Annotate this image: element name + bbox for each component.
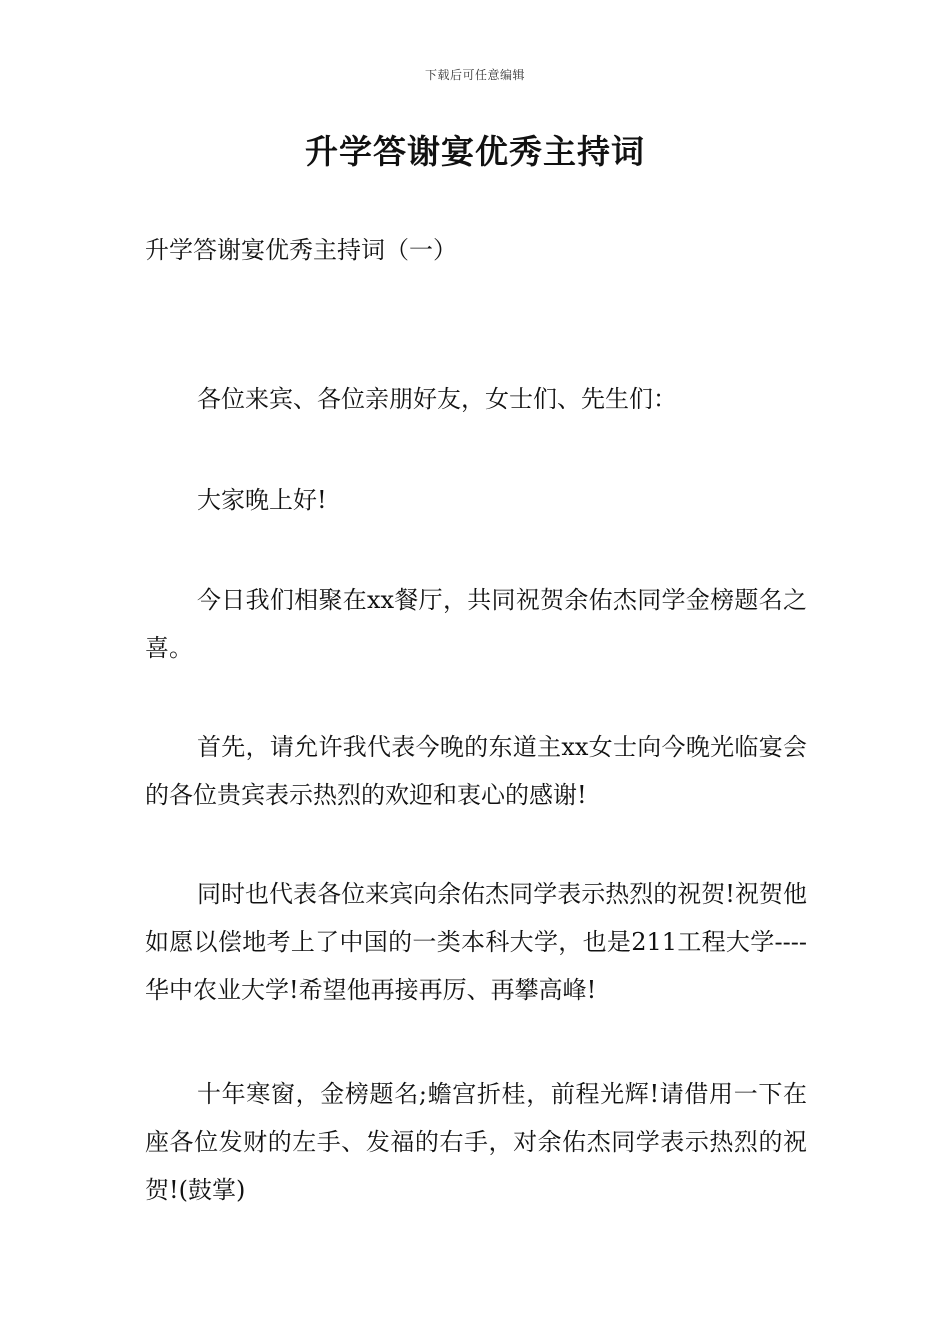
paragraph-welcome: 首先，请允许我代表今晚的东道主xx女士向今晚光临宴会的各位贵宾表示热烈的欢迎和衷心的感谢! [145,733,807,809]
section-subtitle: 升学答谢宴优秀主持词（一） [145,236,457,264]
paragraph-congratulations: 同时也代表各位来宾向余佑杰同学表示热烈的祝贺!祝贺他如愿以偿地考上了中国的一类本科大学，也是211工程大学----华中农业大学!希望他再接再厉、再攀高峰! [145,880,807,1004]
paragraph-applause: 十年寒窗，金榜题名;蟾宫折桂，前程光辉!请借用一下在座各位发财的左手、发福的右手，对余佑杰同学表示热烈的祝贺!(鼓掌) [145,1080,807,1204]
paragraph-gathering: 今日我们相聚在xx餐厅，共同祝贺余佑杰同学金榜题名之喜。 [145,586,807,662]
header-note: 下载后可任意编辑 [424,68,525,82]
document-title: 升学答谢宴优秀主持词 [305,132,645,171]
paragraph-greeting: 各位来宾、各位亲朋好友，女士们、先生们： [197,385,677,413]
paragraph-good-evening: 大家晚上好! [197,486,327,514]
